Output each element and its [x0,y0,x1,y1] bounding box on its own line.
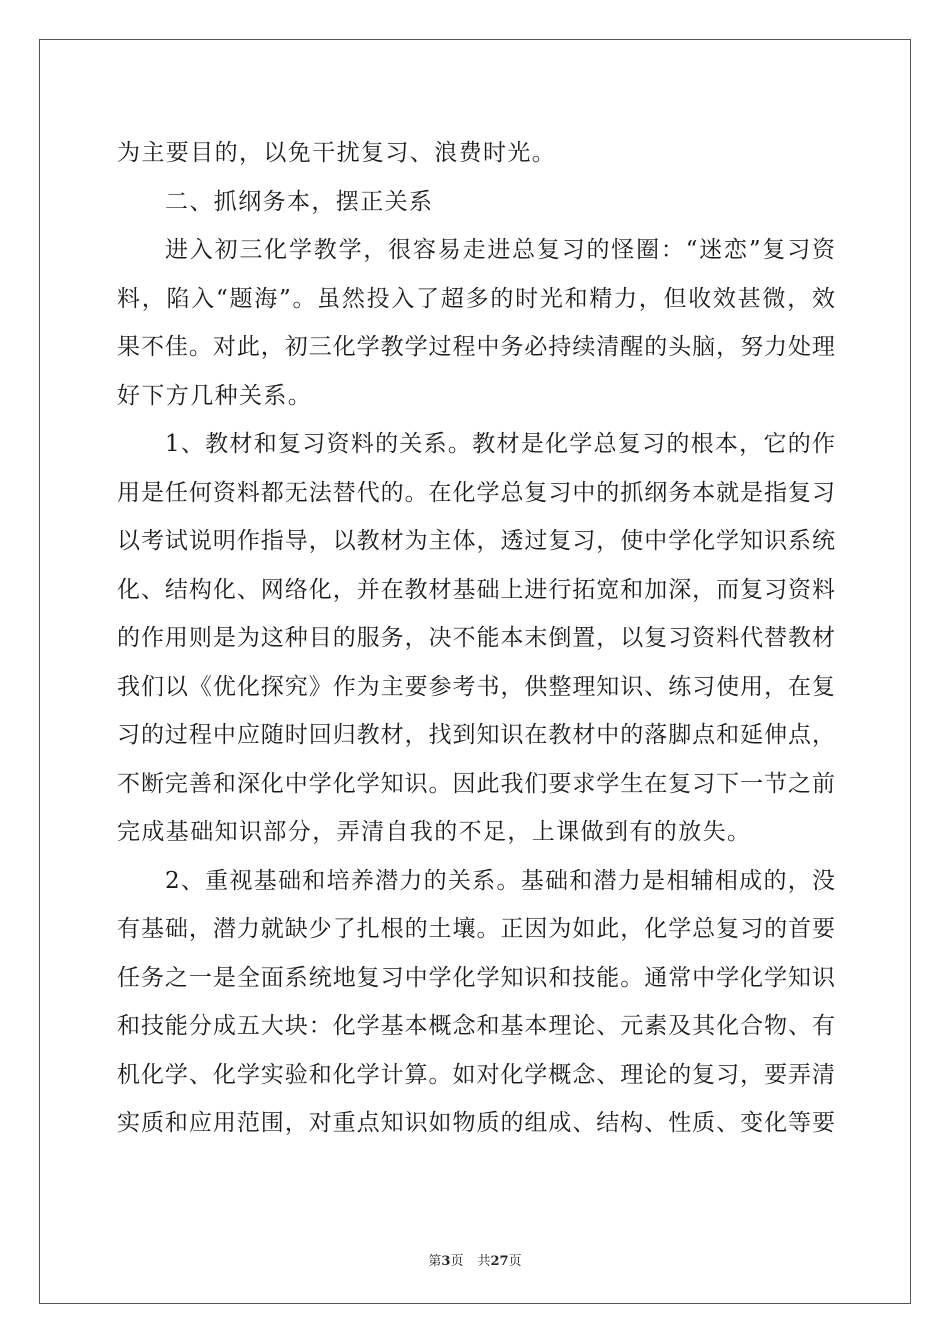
text-line-12: 我们以《优化探究》作为主要参考书，供整理知识、练习使用，在复 [117,673,835,700]
text-line-17: 有基础，潜力就缺少了扎根的土壤。正因为如此，化学总复习的首要 [117,916,835,942]
text-line-16: 2、重视基础和培养潜力的关系。基础和潜力是相辅相成的，没 [165,867,835,894]
total-suffix: 页 [508,1254,522,1269]
text-line-11: 的作用则是为这种目的服务，决不能本末倒置，以复习资料代替教材 [117,625,835,651]
page-suffix: 页 [450,1254,464,1269]
text-line-14: 不断完善和深化中学化学知识。因此我们要求学生在复习下一节之前 [117,770,835,797]
text-line-21: 实质和应用范围，对重点知识如物质的组成、结构、性质、变化等要 [117,1110,835,1136]
text-line-20: 机化学、化学实验和化学计算。如对化学概念、理论的复习，要弄清 [117,1061,835,1088]
text-line-7: 1、教材和复习资料的关系。教材是化学总复习的根本，它的作 [165,431,835,457]
text-line-15: 完成基础知识部分，弄清自我的不足，上课做到有的放失。 [117,819,752,845]
page-prefix: 第 [428,1254,442,1269]
text-line-13: 习的过程中应随时回归教材，找到知识在教材中的落脚点和延伸点， [117,722,835,748]
text-line-3: 进入初三化学教学，很容易走进总复习的怪圈：“迷恋”复习资 [165,237,835,263]
text-line-19: 和技能分成五大块：化学基本概念和基本理论、元素及其化合物、有 [117,1013,835,1039]
document-body [117,129,835,1148]
text-line-5: 果不佳。对此，初三化学教学过程中务必持续清醒的头脑，努力处理 [117,334,835,360]
text-line-18: 任务之一是全面系统地复习中学化学知识和技能。通常中学化学知识 [117,964,835,991]
page-footer [0,1250,950,1269]
text-line-8: 用是任何资料都无法替代的。在化学总复习中的抓纲务本就是指复习 [117,479,835,506]
text-line-9: 以考试说明作指导，以教材为主体，透过复习，使中学化学知识系统 [117,528,835,554]
text-line-6: 好下方几种关系。 [117,382,313,409]
total-pages: 27 [490,1254,509,1269]
text-line-1: 为主要目的，以免干扰复习、浪费时光。 [117,140,557,166]
text-line-10: 化、结构化、网络化，并在教材基础上进行拓宽和加深，而复习资料 [117,576,835,603]
page-number: 3 [441,1254,451,1269]
section-heading: 二、抓纲务本，摆正关系 [165,188,434,215]
total-prefix: 共 [477,1254,491,1269]
text-line-4: 料，陷入“题海”。虽然投入了超多的时光和精力，但收效甚微，效 [117,285,835,312]
